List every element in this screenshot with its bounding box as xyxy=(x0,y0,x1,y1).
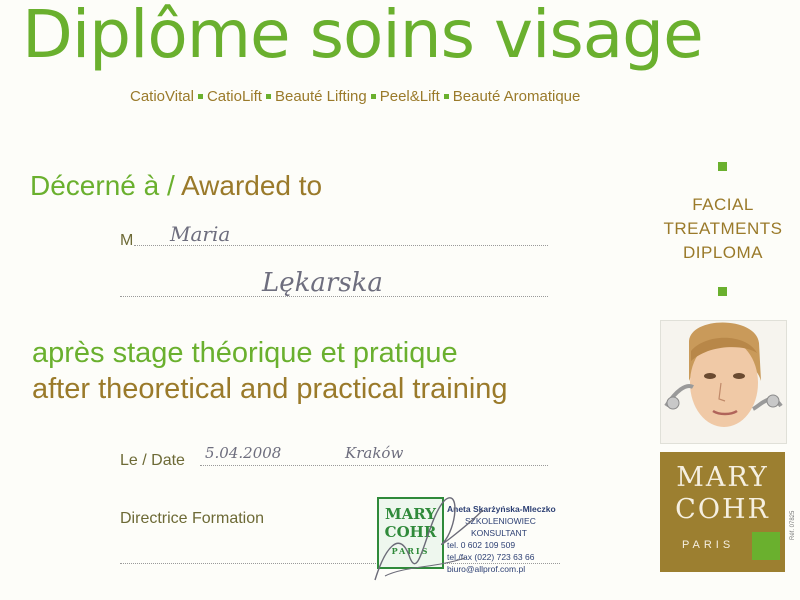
bullet-square-icon xyxy=(266,94,271,99)
stamp-role-2: KONSULTANT xyxy=(471,528,527,538)
brand-name xyxy=(660,462,785,526)
bullet-square-icon xyxy=(444,94,449,99)
awarded-label-en: Awarded to xyxy=(180,170,323,201)
stamp-logo-line-2: COHR xyxy=(384,523,437,541)
face-illustration xyxy=(661,321,786,443)
diploma-line-1: FACIAL xyxy=(692,195,754,214)
product-item: Beauté Lifting xyxy=(274,88,367,105)
model-photo xyxy=(660,320,787,444)
m-prefix: M xyxy=(120,232,134,249)
signature-label: Directrice Formation xyxy=(120,510,265,527)
stamp-name: Aneta Skarżyńska-Mleczko xyxy=(447,504,556,514)
bullet-square-icon xyxy=(198,94,203,99)
last-name: Lękarska xyxy=(262,268,383,298)
stamp-fax: tel./fax (022) 723 63 66 xyxy=(447,552,535,562)
stamp-role-1: SZKOLENIOWIEC xyxy=(465,516,536,526)
product-item: Peel&Lift xyxy=(379,88,440,105)
brand-logo-box xyxy=(660,452,785,572)
stamp-email: biuro@allprof.com.pl xyxy=(447,564,526,574)
diploma-line-2: TREATMENTS xyxy=(663,219,783,238)
stamp-logo-line-3: PARIS xyxy=(391,546,430,556)
product-item: CatioVital xyxy=(130,88,194,105)
awarded-label-fr: Décerné à / xyxy=(30,170,181,201)
bullet-square-icon xyxy=(371,94,376,99)
green-square-icon xyxy=(718,162,727,171)
awarded-heading xyxy=(30,170,322,202)
training-en: after theoretical and practical training xyxy=(32,373,508,405)
green-square-icon xyxy=(718,287,727,296)
diploma-label xyxy=(638,193,800,265)
product-item: CatioLift xyxy=(206,88,262,105)
first-name: Maria xyxy=(170,222,231,246)
training-fr: après stage théorique et pratique xyxy=(32,337,458,369)
date-line xyxy=(200,465,548,466)
brand-city: PARIS xyxy=(682,539,735,551)
brand-green-square-icon xyxy=(752,532,780,560)
stamp-logo-line-1: MARY xyxy=(385,505,436,523)
date-value: 5.04.2008 xyxy=(205,444,282,462)
product-list xyxy=(130,88,580,105)
place-value: Kraków xyxy=(345,444,404,462)
date-label: Le / Date xyxy=(120,452,185,469)
product-item: Beauté Aromatique xyxy=(452,88,581,105)
diploma-line-3: DIPLOMA xyxy=(682,243,764,262)
brand-name-line-2: COHR xyxy=(675,494,770,525)
signature-drawing xyxy=(365,488,495,588)
reference-code: Réf. 07825 xyxy=(790,510,796,540)
stamp-phone: tel. 0 602 109 509 xyxy=(447,540,516,550)
page-title: Diplôme soins visage xyxy=(22,0,703,73)
brand-name-line-1: MARY xyxy=(676,462,769,493)
